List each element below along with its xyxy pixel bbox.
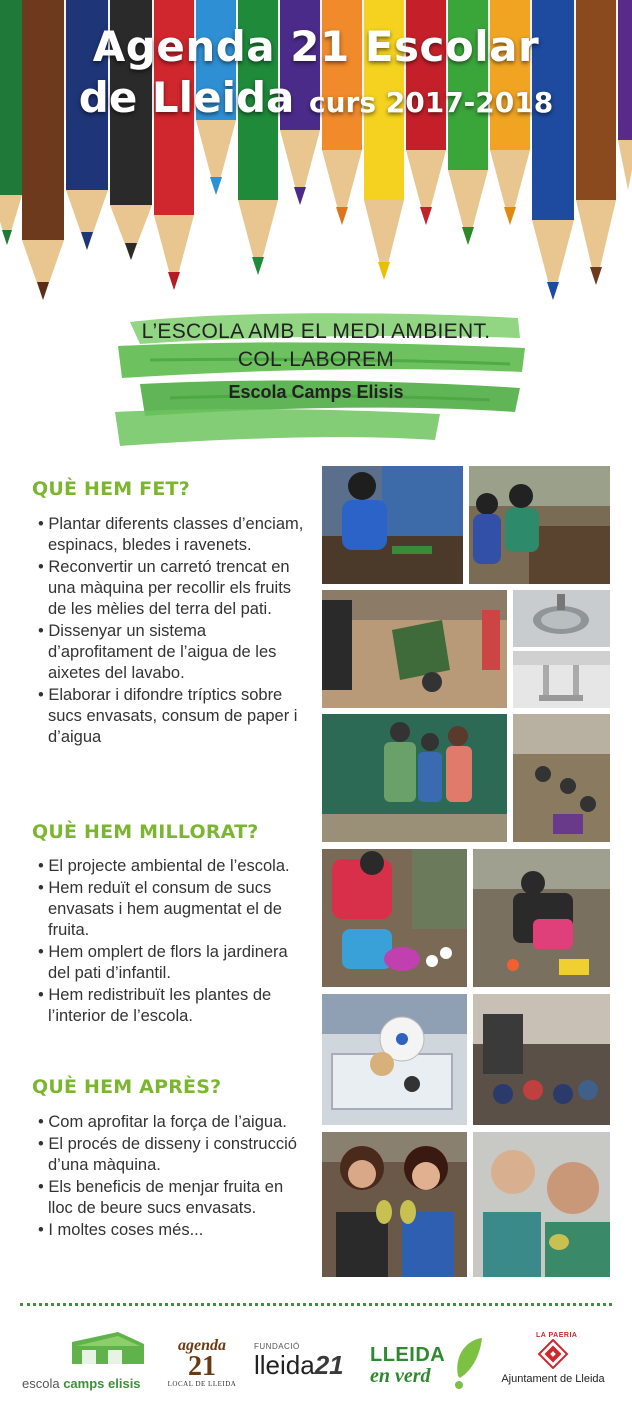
photo-planting-flowers [473, 849, 610, 987]
page-title [0, 22, 632, 129]
logo-lleida21-main: lleida [254, 1350, 315, 1380]
list-item: • Hem redistribuït les plantes de l’interior de l’escola. [38, 985, 308, 1027]
list-item: • El projecte ambiental de l’escola. [38, 856, 308, 877]
title-line1: Agenda 21 Escolar [92, 22, 540, 71]
banner-text [0, 318, 632, 403]
list-item: • Plantar diferents classes d’enciam, espinacs, bledes i ravenets. [38, 514, 308, 556]
list-item: • Hem reduït el consum de sucs envasats i hem augmentat el de fruita. [38, 878, 308, 941]
logo-agenda-number: 21 [188, 1351, 216, 1382]
house-icon [22, 1330, 152, 1370]
school-name: Escola Camps Elisis [228, 382, 404, 402]
photo-pipes [513, 651, 610, 708]
photo-water-wheel [322, 994, 467, 1125]
logo-school-prefix: escola [22, 1376, 64, 1391]
photo-wheelbarrow [322, 590, 507, 708]
list-item: • Hem omplert de flors la jardinera del pati d’infantil. [38, 942, 308, 984]
list-item: • El procés de disseny i construcció d’una màquina. [38, 1134, 308, 1176]
logo-verd-main: LLEIDA [370, 1344, 446, 1366]
list-item: • Els beneficis de menjar fruita en lloc de beure sucs envasats. [38, 1177, 308, 1219]
logo-agenda-word: agenda [178, 1337, 226, 1354]
list-item: • I moltes coses més... [38, 1220, 308, 1241]
photo-girls-pears [322, 1132, 467, 1277]
list-millorat [38, 856, 308, 1028]
logo-escola-camps-elisis [22, 1330, 152, 1392]
section-title-apres: QUÈ HEM APRÈS? [32, 1076, 222, 1098]
leaf-exclamation-icon [450, 1336, 484, 1390]
logo-paeria-top: LA PAERIA [536, 1332, 578, 1339]
logo-lleida21-num: 21 [314, 1350, 344, 1380]
logo-agenda21 [162, 1338, 242, 1394]
banner-line2: COL·LABOREM [237, 348, 395, 371]
photo-watering-flowers [322, 849, 467, 987]
photo-sink [513, 590, 610, 647]
title-line2-main: de Lleida [78, 73, 295, 122]
title-line2 [0, 72, 632, 129]
photo-kids-museum [473, 994, 610, 1125]
section-title-millorat: QUÈ HEM MILLORAT? [32, 821, 259, 843]
list-item: • Dissenyar un sistema d’aprofitament de l’aigua de les aixetes del lavabo. [38, 621, 308, 684]
list-item: • Reconvertir un carretó trencat en una màquina per recollir els fruits de les mèlies del terra del pati. [38, 557, 308, 620]
photo-planting-girl [322, 466, 463, 584]
logo-agenda-sub: LOCAL DE LLEIDA [167, 1380, 237, 1388]
logo-paeria-name: Ajuntament de Lleida [501, 1373, 605, 1385]
title-line2-year: curs 2017-2018 [309, 86, 554, 119]
list-fet [38, 514, 308, 749]
list-item: • Elaborar i difondre tríptics sobre sucs envasats, consum de paper i d’aigua [38, 685, 308, 748]
banner-line1: L’ESCOLA AMB EL MEDI AMBIENT. [141, 320, 491, 343]
photo-kids-outside [513, 714, 610, 842]
logo-verd-sub: en verd [370, 1365, 431, 1387]
photo-boys-pears [473, 1132, 610, 1277]
logo-lleida-en-verd [370, 1336, 490, 1392]
footer-divider [20, 1303, 612, 1306]
logo-la-paeria [498, 1332, 608, 1394]
photo-garden-kids [469, 466, 610, 584]
logo-fundacio-label: FUNDACIÓ [254, 1342, 300, 1351]
paeria-shield-icon [538, 1339, 568, 1369]
photo-leaflets-kids [322, 714, 507, 842]
list-item: • Com aprofitar la força de l’aigua. [38, 1112, 308, 1133]
section-title-fet: QUÈ HEM FET? [32, 478, 190, 500]
logo-school-name: camps elisis [63, 1376, 141, 1391]
list-apres [38, 1112, 308, 1242]
logo-fundacio-lleida21 [254, 1342, 354, 1386]
